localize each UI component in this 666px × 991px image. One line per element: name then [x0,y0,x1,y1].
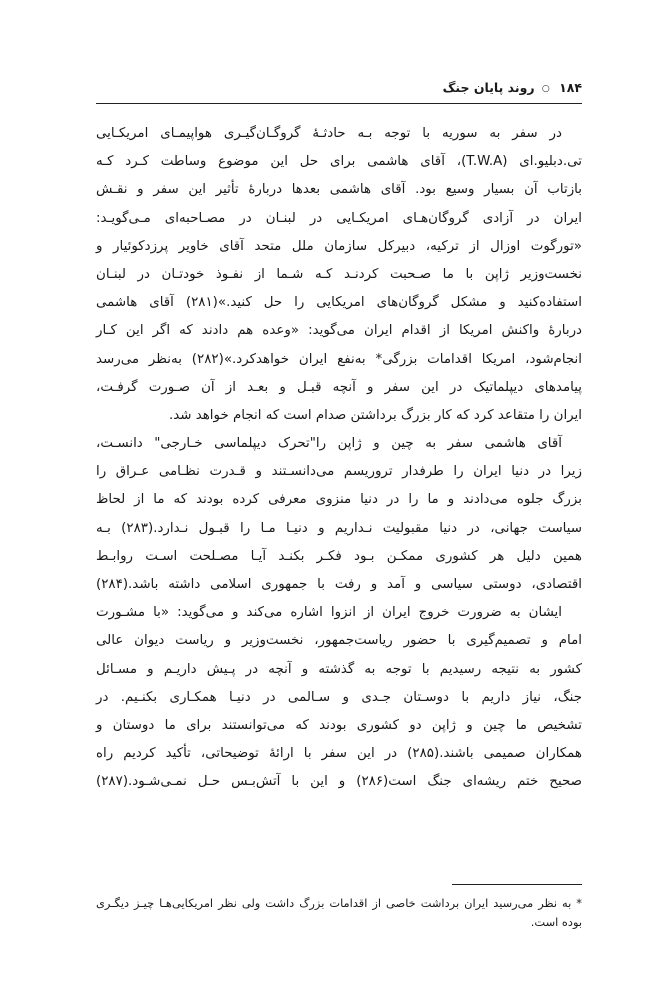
circle-marker-icon: ○ [541,84,550,94]
text-line: آقای هاشمی سفر به چین و ژاپن را"تحرک دیپلماسی خـارجی" دانسـت، [96,436,562,452]
text-line: بزرگ جلوه می‌دادند و ما را در دنیا منزوی معرفی کرده بودند که ما از لحاظ [96,492,582,508]
text-line: تی.دبلیو.ای (T.W.A)، آقای هاشمی برای حل این موضوع وساطت کـرد کـه [96,154,582,170]
paragraph [96,430,582,599]
text-line: ایشان به ضرورت خروج ایران از انزوا اشاره می‌کند و می‌گوید: «با مشـورت [96,605,562,621]
text-line: همکاران صمیمی باشند.(۲۸۵) در این سفر با ارائهٔ توضیحاتی، تأکید کردیم راه [96,746,582,762]
page-number: ۱۸۴ [559,80,582,95]
text-line: دربارهٔ واکنش امریکا از اقدام ایران می‌گوید: «وعده هم دادند که اگر این کـار [96,323,582,339]
body-text [96,120,582,797]
text-line: سیاست جهانی، در دنیا مقبولیت نـداریم و دنیـا مـا را قبـول نـدارد.(۲۸۳) بـه [96,520,583,536]
text-line: تشخیص ما چین و ژاپن دو کشوری بودند که می‌توانستند برای ما دوستان و [96,717,582,733]
text-line: صحیح ختم ریشه‌ای جنگ است(۲۸۶) و این با آتش‌بـس حـل نمـی‌شـود.(۲۸۷) [96,774,582,790]
text-line: استفاده‌کنید و مشکل گروگان‌های امریکایی را حل کنید.»(۲۸۱) آقای هاشمی [96,295,582,311]
chapter-title: روند پایان جنگ [442,80,535,95]
text-line: انجام‌شود، امریکا اقدامات بزرگی* به‌نفع ایران خواهدکرد.»(۲۸۲) به‌نظر می‌رسد [96,351,583,367]
paragraph [96,599,582,796]
text-line: جنگ، نیاز داریم با دوسـتان جـدی و سـالمی در دنیـا همکـاری بکنـیم. در [96,689,582,705]
paragraph [96,120,582,430]
text-line: «تورگوت اوزال از ترکیه، دبیرکل سازمان ملل متحد آقای خاویر پرزدکوئیار و [96,238,582,254]
text-line: اقتصادی، دوستی سیاسی و آمد و رفت با جمهوری اسلامی داشته باشد.(۲۸۴) [96,577,582,592]
footnote [96,894,582,932]
text-line: کشور به نتیجه رسیدیم با توجه به گذشته و آنچه در پـیش داریـم و مسـائل [96,661,582,677]
text-line: امام و تصمیم‌گیری با حضور ریاست‌جمهور، نخست‌وزیر و ریاست دیوان عالی [96,633,582,649]
text-line: زیرا در دنیا ایران را طرفدار تروریسم می‌دانسـتند و قـدرت نظـامی عـراق را [96,464,582,480]
running-header [96,80,582,95]
text-line: بازتاب آن بسیار وسیع بود. آقای هاشمی بعدها دربارهٔ تأثیر این سفر و نقـش [96,182,582,198]
text-line: نخست‌وزیر ژاپن با ما صـحبت کردنـد کـه شـما از نفـوذ خودتـان در لبنـان [96,266,582,282]
text-line: ایران در آزادی گروگان‌هـای امریکـایی در لبنـان در مصـاحبه‌ای مـی‌گویـد: [96,210,582,226]
footnote-line: بوده است. [530,915,582,929]
text-line: در سفر به سوریه با توجه بـه حادثـهٔ گروگـان‌گیـری هواپیمـای امریکـایی [96,126,562,141]
footnote-line: * به نظر می‌رسید ایران برداشت خاصی از اقدامات بزرگ داشت ولی نظر امریکایی‌هـا چیـز دیگـری [96,896,582,910]
text-line: ایران را متقاعد کرد که کار بزرگ برداشتن صدام است که انجام خواهد شد. [168,407,582,423]
text-line: پیامدهای دیپلماتیک در این سفر و آنچه قبـل و بعـد از آن صـورت گرفـت، [96,379,582,395]
footnote-rule [452,884,582,885]
text-line: همین دلیل هر کشوری ممکـن بـود فکـر بکنـد آیـا مصـلحت اسـت روابـط [96,548,582,564]
header-rule [96,103,582,104]
